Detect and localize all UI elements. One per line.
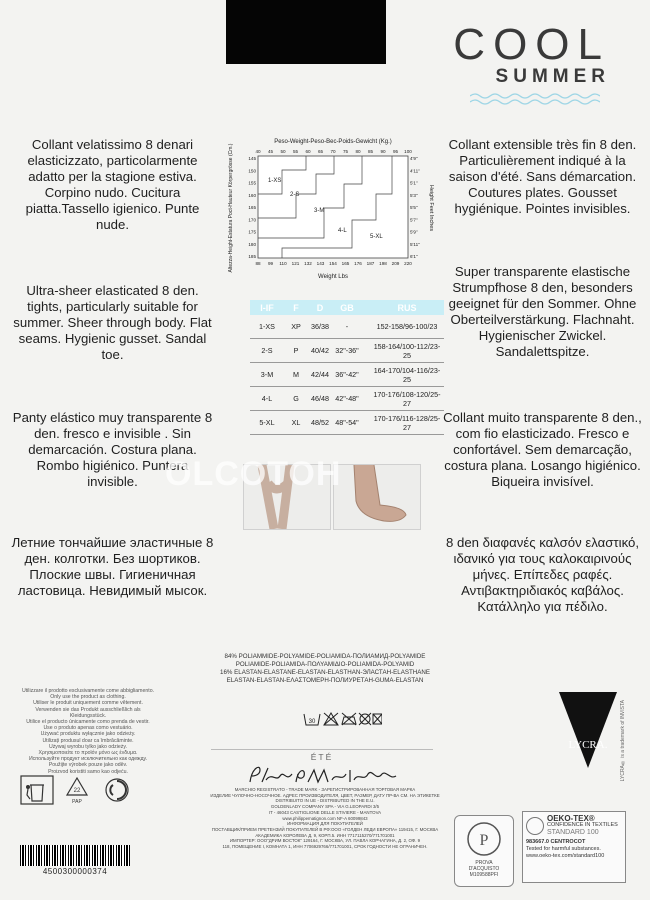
size-chart-bottom-tick: 88 xyxy=(255,261,261,266)
season-label: ÉTÉ xyxy=(211,749,433,762)
usage-line: Utilizzare il prodotto esclusivamente come abbigliamento. xyxy=(21,688,155,694)
legal-line: www.philippematignon.com NF-A 60099843 xyxy=(282,815,368,821)
description-greek: 8 den διαφανές καλσόν ελαστικό, ιδανικό για τους καλοκαιρινούς μήνες. Επίπεδες ραφές. Αντιβακτηριδιακός καβάλος. Κατάλληλο για πέδιλο. xyxy=(445,535,639,614)
dispose-trash-icon xyxy=(20,775,54,805)
table-cell: 42"-48" xyxy=(332,387,362,411)
size-conversion-table xyxy=(250,300,444,435)
legal-line: АКАДЕМИКА КОРОЛЕВА Д. 9, КОРП.5. ИНН 7717115270/771701001 xyxy=(255,832,395,838)
description-italian: Collant velatissimo 8 denari elasticizzato, particolarmente adatto per la stagione estiva. Corpino nudo. Cucitura piatta.Tassello igienico. Punte nude. xyxy=(25,137,200,232)
size-chart-top-tick: 40 xyxy=(255,149,261,154)
size-chart-bottom-tick: 154 xyxy=(329,261,337,266)
table-cell: 48/52 xyxy=(308,411,332,435)
table-cell: 48"-54" xyxy=(332,411,362,435)
size-chart-left-tick: 155 xyxy=(248,180,256,186)
top-black-tab xyxy=(226,0,386,64)
watermark-text: OLCOTOH xyxy=(165,455,342,493)
size-table-header-rus: RUS xyxy=(370,300,444,315)
zone-label-4: 4-L xyxy=(338,228,347,234)
zone-label-5: 5-XL xyxy=(370,234,383,240)
table-cell: 152-158/96-100/23 xyxy=(370,315,444,339)
oeko-tested: Tested for harmful substances. xyxy=(526,846,601,852)
table-cell: 42/44 xyxy=(308,363,332,387)
size-chart-left-tick: 150 xyxy=(248,168,256,174)
description-french: Collant extensible très fin 8 den. Particulièrement indiqué à la saison d'été. Sans démarcation. Coutures plates. Gousset hygiénique. Pointes invisibles. xyxy=(448,137,637,216)
table-cell: 5-XL xyxy=(250,411,284,435)
usage-line: Proizvod koristiti samo kao odjeću. xyxy=(48,768,128,775)
size-chart-right-tick: 6'1" xyxy=(410,254,418,259)
oeko-sub: CONFIDENCE IN TEXTILES xyxy=(547,822,618,828)
description-spanish: Panty elástico muy transparente 8 den. fresco e invisible . Sin demarcación. Costura plana. Rombo higiénico. Puntera invisible. xyxy=(12,410,213,489)
table-cell: 40/42 xyxy=(308,339,332,363)
wash-30-icon xyxy=(304,714,320,725)
size-chart-right-tick: 5'7" xyxy=(410,217,418,223)
svg-text:PAP: PAP xyxy=(72,799,82,805)
size-chart-bottom-tick: 165 xyxy=(341,261,350,266)
usage-line: Utilizați produsul doar ca îmbrăcăminte. xyxy=(42,737,134,744)
table-row xyxy=(250,315,444,339)
table-cell: G xyxy=(284,387,308,411)
size-chart-bottom-tick: 187 xyxy=(366,261,375,266)
size-chart-left-tick: 170 xyxy=(248,217,256,223)
size-chart-bottom-tick: 110 xyxy=(279,261,287,266)
table-cell: 158-164/100-112/23-25 xyxy=(370,339,444,363)
table-cell: 164-170/104-116/23-25 xyxy=(370,363,444,387)
table-cell: 32"-36" xyxy=(332,339,362,363)
composition-block xyxy=(190,653,460,685)
svg-text:30: 30 xyxy=(308,719,316,725)
no-iron-icon xyxy=(342,713,356,725)
size-chart-top-tick: 85 xyxy=(367,149,374,154)
green-dot-recycle-icon xyxy=(104,775,130,805)
size-chart-bottom-label: Weight Lbs xyxy=(318,274,348,280)
size-table-header-blank xyxy=(362,300,370,315)
oeko-tex-mark-icon xyxy=(526,817,544,835)
zone-label-3: 3-M xyxy=(314,208,325,214)
lycra-logo xyxy=(555,690,621,770)
legal-line: ИНФОРМАЦИЯ ДЛЯ ПОКУПАТЕЛЕЙ xyxy=(287,821,363,827)
size-chart-top-tick: 55 xyxy=(292,149,299,154)
usage-line: Χρησιμοποιείτε το προϊόν μόνο ως ένδυμα. xyxy=(38,750,138,757)
legal-information xyxy=(200,787,450,850)
usage-line: Use o produto apenas como vestuário. xyxy=(43,725,133,732)
size-chart-bottom-tick: 99 xyxy=(267,261,274,266)
legal-line: MARCHIO REGISTRATO - TRADE MARK - ЗАРЕГИСТРИРОВАННАЯ ТОРГОВАЯ МАРКА xyxy=(234,787,416,792)
table-row xyxy=(250,339,444,363)
prova-line2: D'ACQUISTO xyxy=(468,866,500,872)
table-cell: P xyxy=(284,339,308,363)
size-table-header-if: I-IF xyxy=(250,300,284,315)
size-chart-right-label: Height Feet Inches xyxy=(428,184,434,232)
table-cell: 2-S xyxy=(250,339,284,363)
usage-line: Only use the product as clothing. xyxy=(50,694,126,701)
usage-line: Utiliser le produit uniquement comme vêtement. xyxy=(33,700,143,707)
size-chart-right-tick: 5'5" xyxy=(410,205,418,210)
brand-title-summer: SUMMER xyxy=(495,66,610,87)
description-german: Super transparente elastische Strumpfhose 8 den, besonders geeignet für den Sommer. Ohne Oberteilverstärkung. Flachnaht. Hygienischer Zwickel. Sandalettspitze. xyxy=(448,264,637,359)
legal-line: IT - 46043 CASTIGLIONE DELLE STIVIERE - MANTOVA xyxy=(268,809,382,815)
oeko-url: www.oeko-tex.com/standard100 xyxy=(526,853,605,859)
size-chart-top-tick: 70 xyxy=(330,149,336,154)
usage-line: Używać produktu wyłącznie jako odzieży. xyxy=(40,731,136,738)
size-chart-right-tick: 4'11" xyxy=(410,168,420,174)
legal-line: ИМПОРТЕР: ООО"ДРИМ ВОСТОК" 129164, Г. МОСКВА, УЛ. ПАВЛА КОРЧАГИНА, Д. 2, ОФ. 9 xyxy=(229,838,421,844)
size-chart-top-tick: 45 xyxy=(267,149,274,154)
size-chart-bottom-tick: 198 xyxy=(379,261,387,266)
table-cell: XL xyxy=(284,411,308,435)
prova-dacquisto-badge xyxy=(454,815,514,887)
usage-line: Použijte výrobek pouze jako oděv. xyxy=(48,762,128,769)
size-chart-left-tick: 160 xyxy=(248,192,256,198)
oeko-code: 983667.0 CENTROCOT xyxy=(526,839,586,845)
size-chart xyxy=(212,134,438,282)
size-chart-left-tick: 180 xyxy=(248,241,256,247)
table-cell: 36/38 xyxy=(308,315,332,339)
size-chart-bottom-tick: 220 xyxy=(404,261,412,266)
size-table-header-f: F xyxy=(284,300,308,315)
table-cell xyxy=(362,339,370,363)
oeko-tex-badge xyxy=(522,811,626,883)
legal-line: ПОСТАВЩИК/ПРИЕМ ПРЕТЕНЗИЙ ПОКУПАТЕЛЕЙ В РФ:ООО «ГОЛДЕН ЛЕДИ ЕВРОПА» 119415, Г. МОСКВА xyxy=(211,826,439,832)
prova-mark-icon xyxy=(463,820,505,858)
svg-text:22: 22 xyxy=(73,788,81,794)
table-cell: XP xyxy=(284,315,308,339)
size-chart-right-tick: 5'3" xyxy=(410,192,418,198)
barcode-number: 4500300000374 xyxy=(42,867,108,876)
legal-line: ИЗДЕЛИЕ ЧУЛОЧНО-НОСОЧНОЕ. АДРЕС ПРОИЗВОДИТЕЛЯ, ЦВЕТ, РАЗМЕР, ДАТУ ПР-ВА СМ. НА ЭТИКЕТКЕ xyxy=(210,792,440,798)
usage-line: Utilice el producto únicamente como prenda de vestir. xyxy=(26,719,150,726)
zone-label-2: 2-S xyxy=(290,192,300,198)
size-chart-top-tick: 95 xyxy=(392,149,399,154)
usage-line: Używaj wyrobu tylko jako odzieży. xyxy=(48,743,128,750)
size-chart-top-tick: 90 xyxy=(380,149,386,154)
description-portuguese: Collant muito transparente 8 den., com fio elasticizado. Fresco e confortável. Sem demarcação, costura plana. Losango higiénico. Biqueira invisível. xyxy=(443,410,642,489)
recycle-pap-icon xyxy=(62,775,92,805)
table-cell: 46/48 xyxy=(308,387,332,411)
svg-text:LYCRA.: LYCRA. xyxy=(568,739,608,751)
legal-line: GOLDENLADY COMPANY SPA - VIA G.LEOPARDI 3/5 xyxy=(270,804,380,810)
sandal-toe-detail-image xyxy=(333,464,421,530)
description-english: Ultra-sheer elasticated 8 den. tights, particularly suitable for summer. Sheer through body. Flat seams. Hygienic gusset. Sandal toe. xyxy=(13,283,212,362)
oeko-standard: STANDARD 100 xyxy=(547,829,599,836)
size-chart-top-tick: 75 xyxy=(342,149,349,154)
size-chart-top-tick: 100 xyxy=(404,149,412,154)
size-chart-top-tick: 80 xyxy=(355,149,361,154)
size-chart-right-tick: 5'9" xyxy=(410,229,418,235)
lycra-trademark-note: LYCRA® is a trademark of INVISTA xyxy=(620,700,626,782)
table-cell: - xyxy=(332,315,362,339)
size-chart-bottom-tick: 176 xyxy=(354,261,362,266)
table-cell: 36"-42" xyxy=(332,363,362,387)
table-cell: 3-M xyxy=(250,363,284,387)
legal-line: 118, ПОМЕЩЕНИЕ I, КОМНАТА 1, ИНН 7706929766/771701001, СРОК ГОДНОСТИ НЕ ОГРАНИЧЕН. xyxy=(222,844,428,850)
size-chart-top-tick: 65 xyxy=(317,149,324,154)
description-russian: Летние тончайшие эластичные 8 ден. колготки. Без шортиков. Плоские швы. Гигиеничная ластовица. Невидимый мысок. xyxy=(11,535,214,598)
prova-line1: PROVA xyxy=(475,860,493,866)
size-chart-bottom-tick: 209 xyxy=(391,261,400,266)
size-chart-right-tick: 5'1" xyxy=(410,180,418,186)
table-cell: 4-L xyxy=(250,387,284,411)
table-cell xyxy=(362,315,370,339)
size-chart-right-tick: 4'9" xyxy=(410,156,418,161)
size-chart-bottom-tick: 132 xyxy=(304,261,312,266)
table-cell xyxy=(362,363,370,387)
no-tumble-dry-icon xyxy=(373,714,382,724)
no-dry-clean-icon xyxy=(359,713,371,725)
wave-decoration-icon xyxy=(470,92,600,106)
prova-line3: M109588PFI xyxy=(469,872,499,878)
size-chart-left-tick: 165 xyxy=(248,205,256,210)
size-chart-top-tick: 50 xyxy=(280,149,286,154)
table-cell: 170-176/116-128/25-27 xyxy=(370,411,444,435)
usage-line: Verwenden sie das Produkt ausschließlich als Kleidungsstück. xyxy=(35,706,141,719)
composition-line: 84% POLIAMMIDE-POLYAMIDE-POLIAMIDA-ПОЛИАМИД-POLYAMIDE xyxy=(224,653,426,660)
size-table-header-d: D xyxy=(308,300,332,315)
size-chart-left-tick: 185 xyxy=(248,254,256,259)
composition-line: POLIAMIDE-POLIAMIDA-ΠΟΛΥΑΜΙΔΙΟ-POLIAMIDA-POLYAMID xyxy=(235,661,415,668)
zone-label-1: 1-XS xyxy=(268,178,282,184)
no-bleach-icon xyxy=(324,713,338,725)
svg-text:P: P xyxy=(479,832,489,849)
size-chart-left-tick: 145 xyxy=(248,156,256,161)
size-chart-right-tick: 5'11" xyxy=(410,241,420,247)
size-chart-bottom-tick: 143 xyxy=(316,261,325,266)
composition-line: ELASTAN-ELASTAN-ΕΛΑΣΤΟΜΕΡΗ-ПОЛИУРЕТАН-GUMA-ELASTAN xyxy=(226,677,424,684)
usage-notice xyxy=(18,688,158,775)
size-chart-bottom-tick: 121 xyxy=(291,261,300,266)
table-cell: 170-176/108-120/25-27 xyxy=(370,387,444,411)
size-table-header-row xyxy=(250,300,444,315)
care-symbols xyxy=(302,711,382,727)
size-table-header-gb: GB xyxy=(332,300,362,315)
oeko-brand: OEKO-TEX® xyxy=(547,814,595,823)
table-cell xyxy=(362,387,370,411)
legal-line: DISTRIBUITO IN UE - DISTRIBUTED IN THE E.U. xyxy=(275,798,375,804)
usage-line: Используйте продукт исключительно как одежду. xyxy=(28,756,148,763)
table-cell xyxy=(362,411,370,435)
barcode xyxy=(20,845,130,866)
table-cell: 1-XS xyxy=(250,315,284,339)
table-row xyxy=(250,411,444,435)
table-row xyxy=(250,363,444,387)
brand-title-cool: COOL xyxy=(453,20,610,69)
table-row xyxy=(250,387,444,411)
composition-line: 16% ELASTAN-ELASTANE-ELASTAN-ELASTHAN-ЭЛАСТАН-ELASTHANE xyxy=(220,669,430,676)
size-chart-top-tick: 60 xyxy=(305,149,311,154)
table-cell: M xyxy=(284,363,308,387)
size-chart-left-tick: 175 xyxy=(248,229,256,235)
size-chart-top-label: Peso-Weight-Peso-Bec-Poids-Gewicht (Kg.) xyxy=(274,139,392,145)
size-chart-left-label: Altezza-Height-Estatura Poct-Hauteur Körpergrösse (Cm.) xyxy=(228,143,234,273)
